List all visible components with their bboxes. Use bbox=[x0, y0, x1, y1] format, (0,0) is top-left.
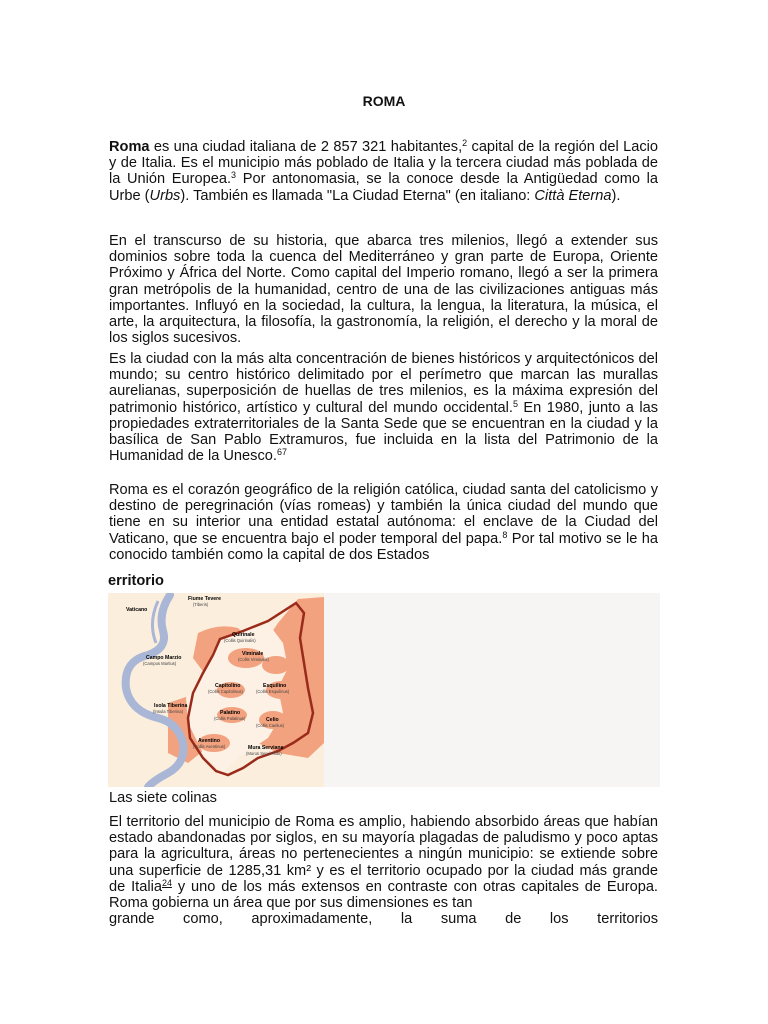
label-esquilino: Esquilino bbox=[263, 683, 287, 689]
label-palatino-sub: (Collis Palatinus) bbox=[214, 716, 246, 721]
label-viminale: Viminale bbox=[242, 651, 264, 657]
label-fiume: Fiume Tevere bbox=[188, 596, 222, 602]
seven-hills-map bbox=[108, 593, 324, 787]
text: ). También es llamada "La Ciudad Eterna" (en italiano: bbox=[180, 187, 535, 204]
label-campo: Campo Marzio bbox=[146, 655, 182, 661]
word: suma bbox=[440, 911, 477, 928]
label-aventino: Aventino bbox=[198, 738, 220, 744]
text: y uno de los más extensos en contraste con otras capitales de Europa. Roma gobierna un área que por sus dimensiones es tan bbox=[109, 878, 658, 912]
label-celio-sub: (Collis Caelius) bbox=[256, 723, 285, 728]
label-viminale-sub: (Collis Viminalis) bbox=[238, 657, 269, 662]
label-vaticano: Vaticano bbox=[126, 607, 148, 613]
footnote-ref[interactable]: 5 bbox=[512, 398, 518, 409]
label-mura-sub: (Murus Servii Tullii) bbox=[246, 751, 282, 756]
footnote-ref[interactable]: 67 bbox=[276, 447, 287, 458]
text: Es la ciudad con la más alta concentración de bienes históricos y arquitectónicos del mundo; su centro histórico delimitado por el perímetro que marcan las murallas aurelianas, superposición de huellas de tres milenios, es la máxima expresión del patrimonio histórico, artístico y cultural del mundo occidental. bbox=[109, 351, 658, 416]
label-isola: Isola Tiberina bbox=[154, 703, 188, 709]
justified-last-line bbox=[109, 911, 658, 927]
italic-term: Città Eterna bbox=[534, 187, 612, 204]
label-esquilino-sub: (Collis Esquilinus) bbox=[256, 689, 290, 694]
section-heading: erritorio bbox=[108, 573, 164, 589]
paragraph-territory bbox=[109, 814, 658, 927]
paragraph-history bbox=[109, 233, 658, 346]
word: de bbox=[505, 911, 522, 928]
word: aproximadamente, bbox=[251, 911, 373, 928]
italic-term: Urbs bbox=[149, 187, 181, 204]
text: ). bbox=[611, 187, 621, 204]
label-quirinale: Quirinale bbox=[232, 632, 255, 638]
text: Por tal motivo se le ha conocido también como la capital de dos Estados bbox=[109, 530, 658, 563]
paragraph-religion bbox=[109, 482, 658, 563]
text: El territorio del municipio de Roma es amplio, habiendo absorbido áreas que habían estado abandonadas por siglos, en su mayoría plagadas de paludismo y poco aptas para la agricultura, áreas no pertenecientes a ningún municipio: se extiende sobre una superficie de 1285,31 km² y es el territorio ocupado por la ciudad más grande de Italia bbox=[109, 814, 658, 895]
word: como, bbox=[183, 911, 223, 928]
word: territorios bbox=[597, 911, 658, 928]
label-mura: Mura Serviane bbox=[248, 745, 284, 751]
paragraph-text: En el transcurso de su historia, que abarca tres milenios, llegó a extender sus dominios sobre toda la cuenca del Mediterráneo y gran parte de Europa, Oriente Próximo y África del Norte. Como capital del Imperio romano, llegó a ser la primera gran metrópolis de la humanidad, centro de una de las civilizaciones antiguas más importantes. Influyó en la sociedad, la cultura, la lengua, la literatura, la música, el arte, la arquitectura, la filosofía, la gastronomía, la religión, el derecho y la moral de los siglos sucesivos. bbox=[109, 233, 658, 347]
label-fiume-sub: (Tiberis) bbox=[193, 602, 209, 607]
paragraph-intro bbox=[109, 139, 658, 204]
label-aventino-sub: (Collis Aventinus) bbox=[193, 744, 226, 749]
text: Roma es el corazón geográfico de la religión católica, ciudad santa del catolicismo y destino de peregrinación (vías romeas) y también la única ciudad del mundo que tiene en su interior una entidad estatal autónoma: el enclave de la Ciudad del Vaticano, que se encuentra bajo el poder temporal del papa. bbox=[109, 482, 658, 547]
label-celio: Celio bbox=[266, 717, 279, 723]
document-title: ROMA bbox=[362, 93, 406, 109]
paragraph-heritage bbox=[109, 351, 658, 464]
figure-area bbox=[108, 593, 660, 787]
label-campo-sub: (Campus Martius) bbox=[143, 661, 177, 666]
word: grande bbox=[109, 911, 155, 928]
text: capital de la región del Lacio y de Italia. Es el municipio más poblado de Italia y la tercera ciudad más poblada de la Unión Europea. bbox=[109, 139, 658, 188]
footnote-ref[interactable]: 3 bbox=[231, 170, 237, 181]
word: los bbox=[549, 911, 569, 928]
text: Por antonomasia, se la conoce desde la Antigüedad como la Urbe ( bbox=[109, 171, 658, 204]
footnote-ref[interactable]: 2 bbox=[462, 138, 468, 148]
label-quirinale-sub: (Collis Quirinalis) bbox=[224, 638, 256, 643]
lead-word: Roma bbox=[109, 139, 150, 155]
label-palatino: Palatino bbox=[220, 710, 241, 716]
label-isola-sub: (Insula Tiberina) bbox=[153, 709, 184, 714]
text: es una ciudad italiana de 2 857 321 habitantes, bbox=[149, 139, 463, 155]
footnote-ref[interactable]: 24 bbox=[161, 877, 172, 888]
figure-caption: Las siete colinas bbox=[109, 790, 217, 806]
footnote-ref[interactable]: 8 bbox=[502, 529, 508, 540]
label-capitolino-sub: (Collis Capitolinus) bbox=[208, 689, 243, 694]
text: En 1980, junto a las propiedades extraterritoriales de la Santa Sede que se encuentran en la ciudad y la basílica de San Pablo Extramuros, fue incluida en la lista del Patrimonio de la Humanidad de la Unesco. bbox=[109, 399, 659, 465]
word: la bbox=[400, 911, 413, 928]
label-capitolino: Capitolino bbox=[215, 683, 241, 689]
